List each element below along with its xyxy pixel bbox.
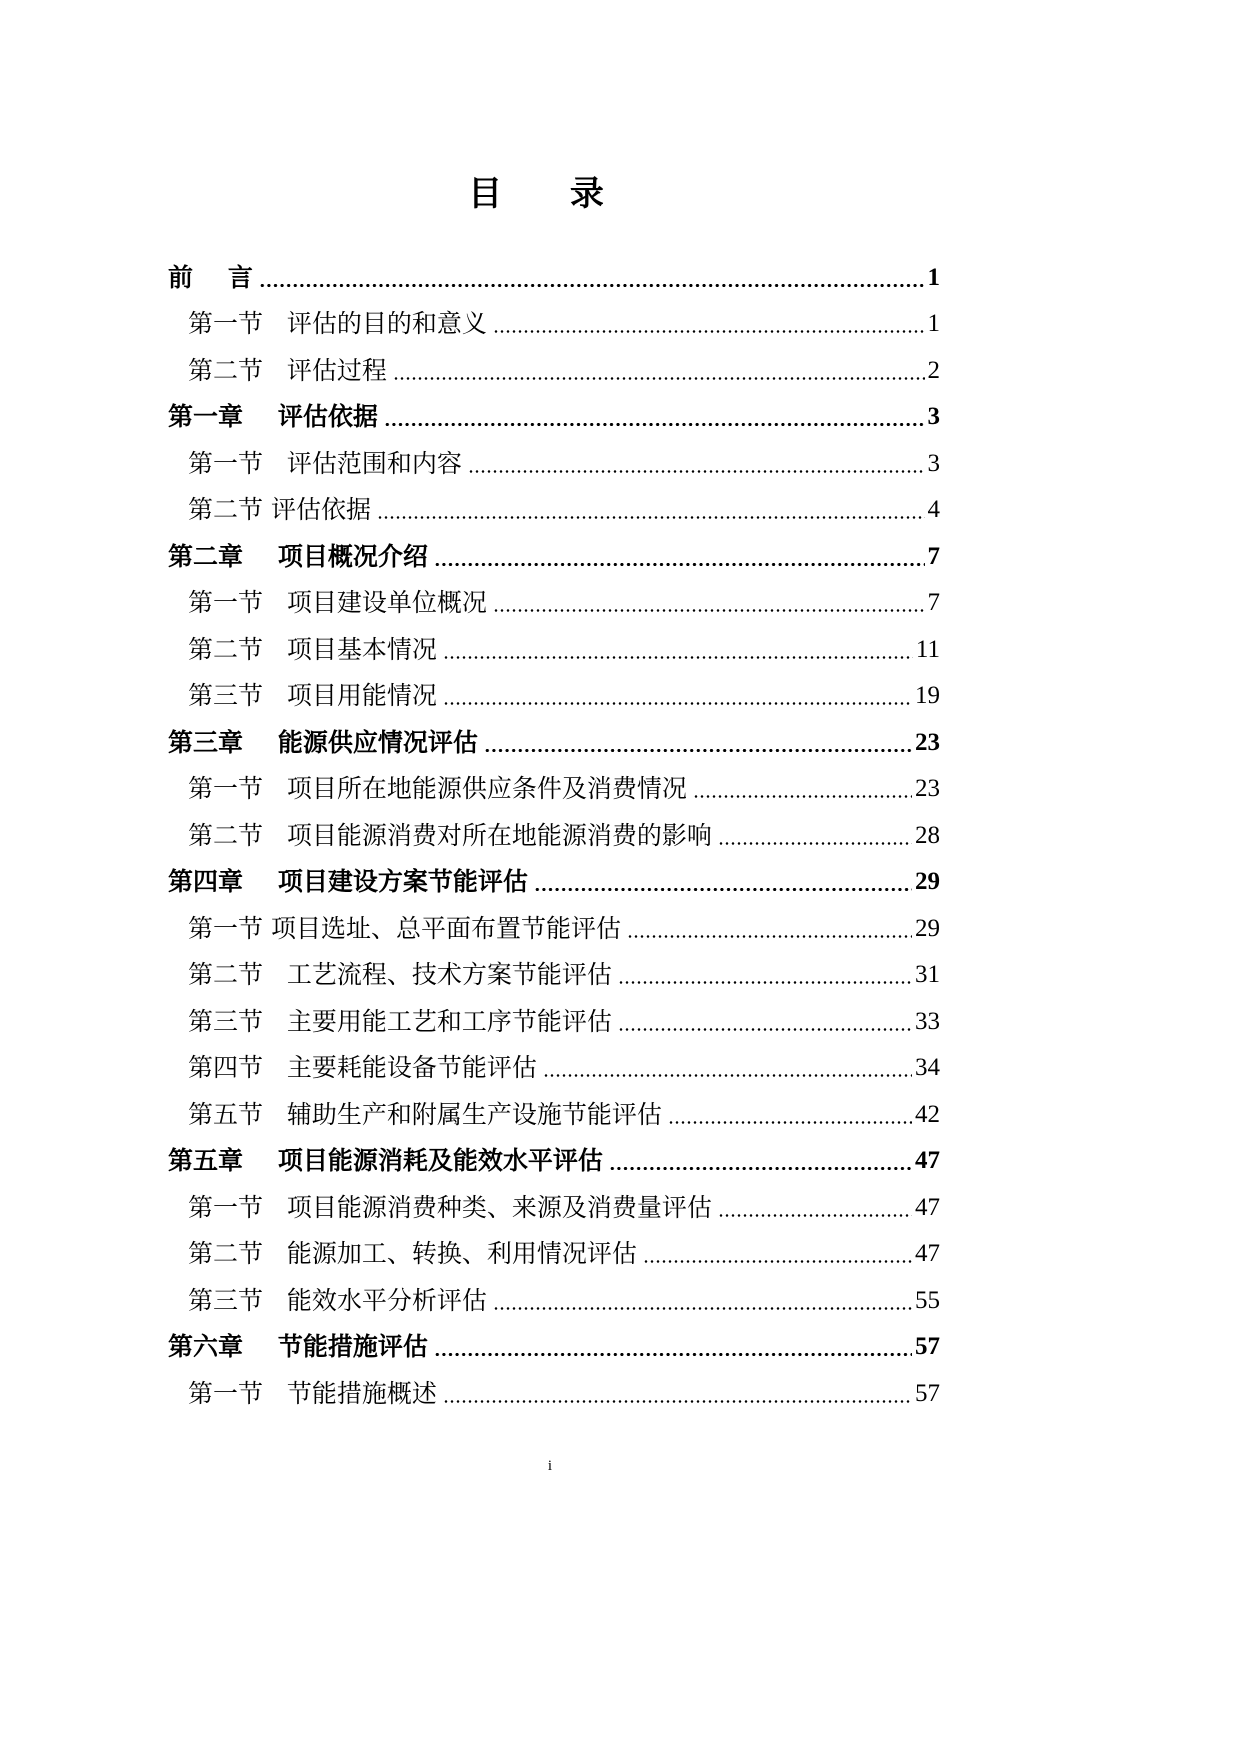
dot-leader (609, 1167, 912, 1170)
toc-entry[interactable] (168, 256, 940, 296)
toc-entry[interactable] (168, 535, 940, 575)
dot-leader (377, 516, 925, 519)
toc-page-number: 47 (915, 1194, 940, 1221)
toc-entry-label: 第一章 评估依据 (168, 402, 378, 431)
toc-entry-label: 第三章 能源供应情况评估 (168, 728, 478, 757)
toc-entry-label: 第一节 评估的目的和意义 (188, 309, 487, 338)
toc-page-number: 11 (915, 636, 940, 663)
toc-page-number: 23 (915, 775, 940, 802)
toc-entry-label: 第四节 主要耗能设备节能评估 (188, 1053, 537, 1082)
toc-entry[interactable] (188, 488, 940, 528)
toc-entry[interactable] (188, 1372, 940, 1412)
toc-entry[interactable] (168, 860, 940, 900)
dot-leader (493, 330, 925, 333)
toc-entry-label: 第三节 能效水平分析评估 (188, 1286, 487, 1315)
toc-entry-label: 第一节 节能措施概述 (188, 1379, 437, 1408)
toc-page-number: 19 (915, 682, 940, 709)
toc-page-number: 31 (915, 961, 940, 988)
dot-leader (618, 1028, 912, 1031)
toc-entry[interactable] (188, 349, 940, 389)
dot-leader (643, 1260, 912, 1263)
toc-entry[interactable] (188, 674, 940, 714)
toc-entry[interactable] (188, 1000, 940, 1040)
dot-leader (543, 1074, 912, 1077)
dot-leader (434, 1353, 912, 1356)
toc-entry-label: 第五章 项目能源消耗及能效水平评估 (168, 1146, 603, 1175)
toc-entry[interactable] (188, 302, 940, 342)
toc-page-number: 57 (915, 1333, 940, 1360)
dot-leader (443, 656, 913, 659)
dot-leader (627, 935, 912, 938)
toc-page-number: 3 (927, 450, 940, 477)
toc-entry-label: 第二节 项目基本情况 (188, 635, 437, 664)
toc-entry-label: 第一节 项目建设单位概况 (188, 588, 487, 617)
toc-entry[interactable] (188, 953, 940, 993)
toc-page-number: 23 (915, 729, 940, 756)
toc-entry-label: 第二节 能源加工、转换、利用情况评估 (188, 1239, 637, 1268)
toc-entry-label: 第二节 评估过程 (188, 356, 387, 385)
dot-leader (534, 888, 912, 891)
toc-entry-label: 第三节 主要用能工艺和工序节能评估 (188, 1007, 612, 1036)
dot-leader (443, 1400, 912, 1403)
toc-page-number: 47 (915, 1240, 940, 1267)
toc-entry[interactable] (188, 907, 940, 947)
toc-entry-label: 第四章 项目建设方案节能评估 (168, 867, 528, 896)
toc-page-number: 33 (915, 1008, 940, 1035)
dot-leader (443, 702, 912, 705)
toc-entry[interactable] (168, 1325, 940, 1365)
toc-entry[interactable] (188, 1186, 940, 1226)
toc-page-number: 7 (927, 589, 940, 616)
toc-page-number: 29 (915, 868, 940, 895)
dot-leader (384, 423, 925, 426)
toc-page-number: 1 (927, 310, 940, 337)
toc-entry-label: 第一节 项目选址、总平面布置节能评估 (188, 914, 621, 943)
toc-entry[interactable] (188, 628, 940, 668)
toc-entry-label: 第五节 辅助生产和附属生产设施节能评估 (188, 1100, 662, 1129)
toc-page-number: 57 (915, 1380, 940, 1407)
toc-page-number: 34 (915, 1054, 940, 1081)
toc-page-number: 28 (915, 822, 940, 849)
dot-leader (468, 470, 925, 473)
toc-entry[interactable] (188, 1279, 940, 1319)
toc-page-number: 55 (915, 1287, 940, 1314)
dot-leader (618, 981, 912, 984)
toc-entry[interactable] (168, 721, 940, 761)
toc-entry[interactable] (168, 395, 940, 435)
dot-leader (259, 284, 925, 287)
page-number-footer: i (547, 1458, 553, 1474)
toc-title: 目 录 (468, 174, 632, 214)
toc-entry-label: 第二节 工艺流程、技术方案节能评估 (188, 960, 612, 989)
dot-leader (393, 377, 925, 380)
toc-entry-label: 前 言 (168, 263, 253, 292)
toc-entry-label: 第二节 评估依据 (188, 495, 371, 524)
toc-page-number: 4 (927, 496, 940, 523)
toc-entry-label: 第二章 项目概况介绍 (168, 542, 428, 571)
dot-leader (693, 795, 912, 798)
toc-page-number: 7 (927, 543, 940, 570)
toc-page-number: 1 (927, 264, 940, 291)
toc-entry[interactable] (168, 1139, 940, 1179)
dot-leader (668, 1121, 912, 1124)
toc-entry-label: 第一节 项目所在地能源供应条件及消费情况 (188, 774, 687, 803)
toc-entry-label: 第二节 项目能源消费对所在地能源消费的影响 (188, 821, 712, 850)
toc-page-number: 29 (915, 915, 940, 942)
toc-page-number: 42 (915, 1101, 940, 1128)
toc-entry[interactable] (188, 1093, 940, 1133)
dot-leader (434, 563, 925, 566)
dot-leader (718, 1214, 912, 1217)
toc-entry-label: 第一节 项目能源消费种类、来源及消费量评估 (188, 1193, 712, 1222)
dot-leader (718, 842, 912, 845)
toc-entry[interactable] (188, 442, 940, 482)
toc-page-number: 3 (927, 403, 940, 430)
toc-entry-label: 第六章 节能措施评估 (168, 1332, 428, 1361)
dot-leader (493, 609, 925, 612)
dot-leader (493, 1307, 912, 1310)
toc-entry-label: 第一节 评估范围和内容 (188, 449, 462, 478)
toc-entry-label: 第三节 项目用能情况 (188, 681, 437, 710)
toc-entry[interactable] (188, 814, 940, 854)
toc-entry[interactable] (188, 1232, 940, 1272)
dot-leader (484, 749, 912, 752)
toc-page-number: 2 (927, 357, 940, 384)
toc-entry[interactable] (188, 767, 940, 807)
toc-entry[interactable] (188, 581, 940, 621)
toc-page-number: 47 (915, 1147, 940, 1174)
toc-entry[interactable] (188, 1046, 940, 1086)
